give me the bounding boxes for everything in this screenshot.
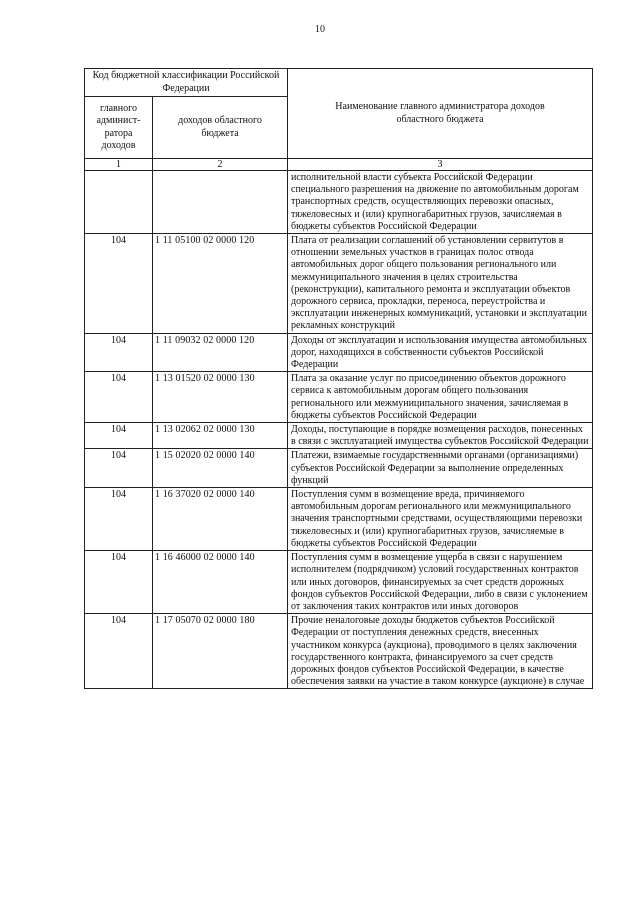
table-row <box>85 449 593 488</box>
name-cell: Платежи, взимаемые государственными органами (организациями) субъектов Российской Федерации за выполнение определенных функций <box>288 449 593 488</box>
table-row <box>85 333 593 372</box>
header-num-2: 2 <box>153 159 288 171</box>
table-row <box>85 551 593 614</box>
table-row <box>85 488 593 551</box>
name-cell: исполнительной власти субъекта Российской Федерации специального разрешения на движение по автомобильным дорогам транспортных средств, осуществляющих перевозки опасных, тяжеловесных и (или) крупногабаритных грузов, зачисляемая в бюджеты субъектов Российской Федерации <box>288 171 593 234</box>
budget-classification-table <box>84 68 593 689</box>
revenue-code-cell: 1 16 37020 02 0000 140 <box>153 488 288 551</box>
revenue-code-cell: 1 15 02020 02 0000 140 <box>153 449 288 488</box>
table-row <box>85 614 593 689</box>
name-cell: Плата от реализации соглашений об установлении сервитутов в отношении земельных участков в границах полос отвода автомобильных дорог общего пользования регионального или межмуниципального значения в целях строительства (реконструкции), капитального ремонта и эксплуатации объектов дорожного сервиса, прокладки, переноса, переустройства и эксплуатации инженерных коммуникаций, установки и эксплуатации рекламных конструкций <box>288 234 593 334</box>
admin-code-cell: 104 <box>85 333 153 372</box>
name-cell: Поступления сумм в возмещение ущерба в связи с нарушением исполнителем (подрядчиком) условий государственных контрактов или иных договоров, финансируемых за счет средств дорожных фондов субъектов Российской Федерации, либо в связи с уклонением от заключения таких контрактов или иных договоров <box>288 551 593 614</box>
name-cell: Плата за оказание услуг по присоединению объектов дорожного сервиса к автомобильным дорогам общего пользования регионального или межмуниципального значения, зачисляемая в бюджеты субъектов Российской Федерации <box>288 372 593 423</box>
revenue-code-cell: 1 13 02062 02 0000 130 <box>153 423 288 449</box>
name-cell: Доходы от эксплуатации и использования имущества автомобильных дорог, находящихся в собственности субъектов Российской Федерации <box>288 333 593 372</box>
revenue-code-cell: 1 16 46000 02 0000 140 <box>153 551 288 614</box>
name-cell: Доходы, поступающие в порядке возмещения расходов, понесенных в связи с эксплуатацией имущества субъектов Российской Федерации <box>288 423 593 449</box>
revenue-code-cell: 1 17 05070 02 0000 180 <box>153 614 288 689</box>
header-group-title: Код бюджетной классификации Российской Федерации <box>85 69 288 97</box>
revenue-code-cell: 1 11 09032 02 0000 120 <box>153 333 288 372</box>
admin-code-cell: 104 <box>85 614 153 689</box>
table-row <box>85 423 593 449</box>
admin-code-cell: 104 <box>85 372 153 423</box>
header-num-1: 1 <box>85 159 153 171</box>
admin-code-cell: 104 <box>85 234 153 334</box>
admin-code-cell: 104 <box>85 423 153 449</box>
table-row <box>85 372 593 423</box>
table-row <box>85 234 593 334</box>
table-row <box>85 171 593 234</box>
name-cell: Поступления сумм в возмещение вреда, причиняемого автомобильным дорогам регионального или межмуниципального значения транспортными средствами, осуществляющими перевозки тяжеловесных и (или) крупногабаритных грузов, зачисляемые в бюджеты субъектов Российской Федерации <box>288 488 593 551</box>
header-col2: доходов областного бюджета <box>153 97 288 159</box>
admin-code-cell: 104 <box>85 551 153 614</box>
header-col1: главного админист-ратора доходов <box>85 97 153 159</box>
revenue-code-cell: 1 11 05100 02 0000 120 <box>153 234 288 334</box>
admin-code-cell <box>85 171 153 234</box>
admin-code-cell: 104 <box>85 449 153 488</box>
page-number: 10 <box>315 24 325 35</box>
header-col3: Наименование главного администратора доходов областного бюджета <box>288 69 593 159</box>
header-num-3: 3 <box>288 159 593 171</box>
name-cell: Прочие неналоговые доходы бюджетов субъектов Российской Федерации от поступления денежных средств, внесенных участником конкурса (аукциона), проводимого в целях заключения государственного контракта, финансируемого за счет средств дорожных фондов субъектов Российской Федерации, в качестве обеспечения заявки на участие в таком конкурсе (аукционе) в случае <box>288 614 593 689</box>
admin-code-cell: 104 <box>85 488 153 551</box>
revenue-code-cell <box>153 171 288 234</box>
revenue-code-cell: 1 13 01520 02 0000 130 <box>153 372 288 423</box>
